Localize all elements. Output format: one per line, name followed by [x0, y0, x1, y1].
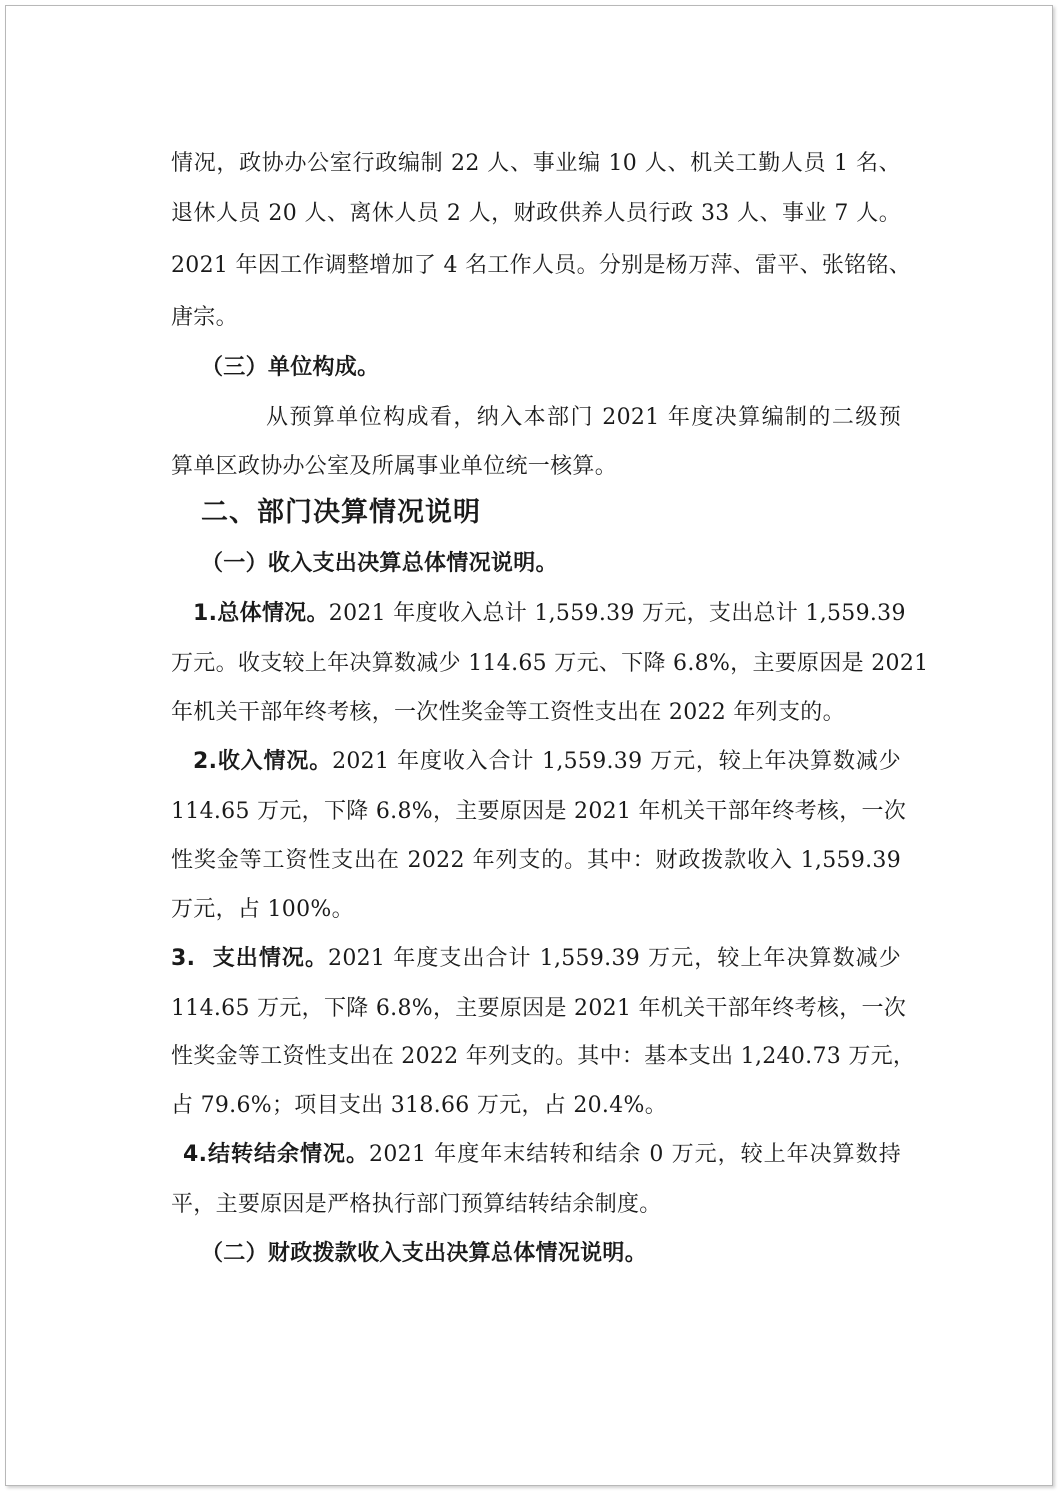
item-text: 2021 年度年末结转和结余 0 万元，较上年决算数持	[369, 1142, 901, 1167]
paragraph-line: 退休人员 20 人、离休人员 2 人，财政供养人员行政 33 人、事业 7 人。	[171, 201, 901, 226]
paragraph-line: 万元，占 100%。	[171, 897, 354, 922]
item-text: 2021 年度收入总计 1,559.39 万元，支出总计 1,559.39	[328, 601, 906, 626]
paragraph-line: 性奖金等工资性支出在 2022 年列支的。其中：基本支出 1,240.73 万元，	[171, 1044, 916, 1069]
item-lead: 1.总体情况。	[193, 601, 329, 626]
document-page	[5, 5, 1053, 1486]
item-lead: 2.收入情况。	[193, 749, 333, 774]
subsection-heading: （二）财政拨款收入支出决算总体情况说明。	[201, 1241, 648, 1266]
list-item-line	[171, 944, 901, 974]
paragraph-line: 114.65 万元，下降 6.8%，主要原因是 2021 年机关干部年终考核，一次	[171, 799, 907, 824]
list-item-line	[193, 599, 906, 629]
paragraph-line: 万元。收支较上年决算数减少 114.65 万元、下降 6.8%，主要原因是 2021	[171, 651, 929, 676]
paragraph-line: 从预算单位构成看，纳入本部门 2021 年度决算编制的二级预	[266, 405, 901, 430]
list-item-line	[193, 747, 901, 777]
item-text: 2021 年度收入合计 1,559.39 万元，较上年决算数减少	[332, 749, 902, 774]
subsection-heading: （一）收入支出决算总体情况说明。	[201, 551, 558, 576]
item-lead: 3. 支出情况。	[171, 946, 329, 971]
paragraph-line: 唐宗。	[171, 305, 238, 330]
paragraph-line: 2021 年因工作调整增加了 4 名工作人员。分别是杨万萍、雷平、张铭铭、	[171, 253, 912, 278]
paragraph-line: 情况，政协办公室行政编制 22 人、事业编 10 人、机关工勤人员 1 名、	[171, 151, 901, 176]
item-lead: 4.结转结余情况。	[183, 1142, 370, 1167]
paragraph-line: 114.65 万元，下降 6.8%，主要原因是 2021 年机关干部年终考核，一次	[171, 996, 907, 1021]
paragraph-line: 性奖金等工资性支出在 2022 年列支的。其中：财政拨款收入 1,559.39	[171, 848, 901, 873]
section-heading: 二、部门决算情况说明	[201, 497, 481, 528]
paragraph-line: 占 79.6%；项目支出 318.66 万元，占 20.4%。	[171, 1093, 668, 1118]
subsection-heading: （三）单位构成。	[201, 355, 380, 380]
paragraph-line: 算单区政协办公室及所属事业单位统一核算。	[171, 454, 618, 479]
item-text: 2021 年度支出合计 1,559.39 万元，较上年决算数减少	[328, 946, 901, 971]
paragraph-line: 年机关干部年终考核，一次性奖金等工资性支出在 2022 年列支的。	[171, 700, 845, 725]
paragraph-line: 平，主要原因是严格执行部门预算结转结余制度。	[171, 1192, 662, 1217]
list-item-line	[183, 1140, 901, 1170]
